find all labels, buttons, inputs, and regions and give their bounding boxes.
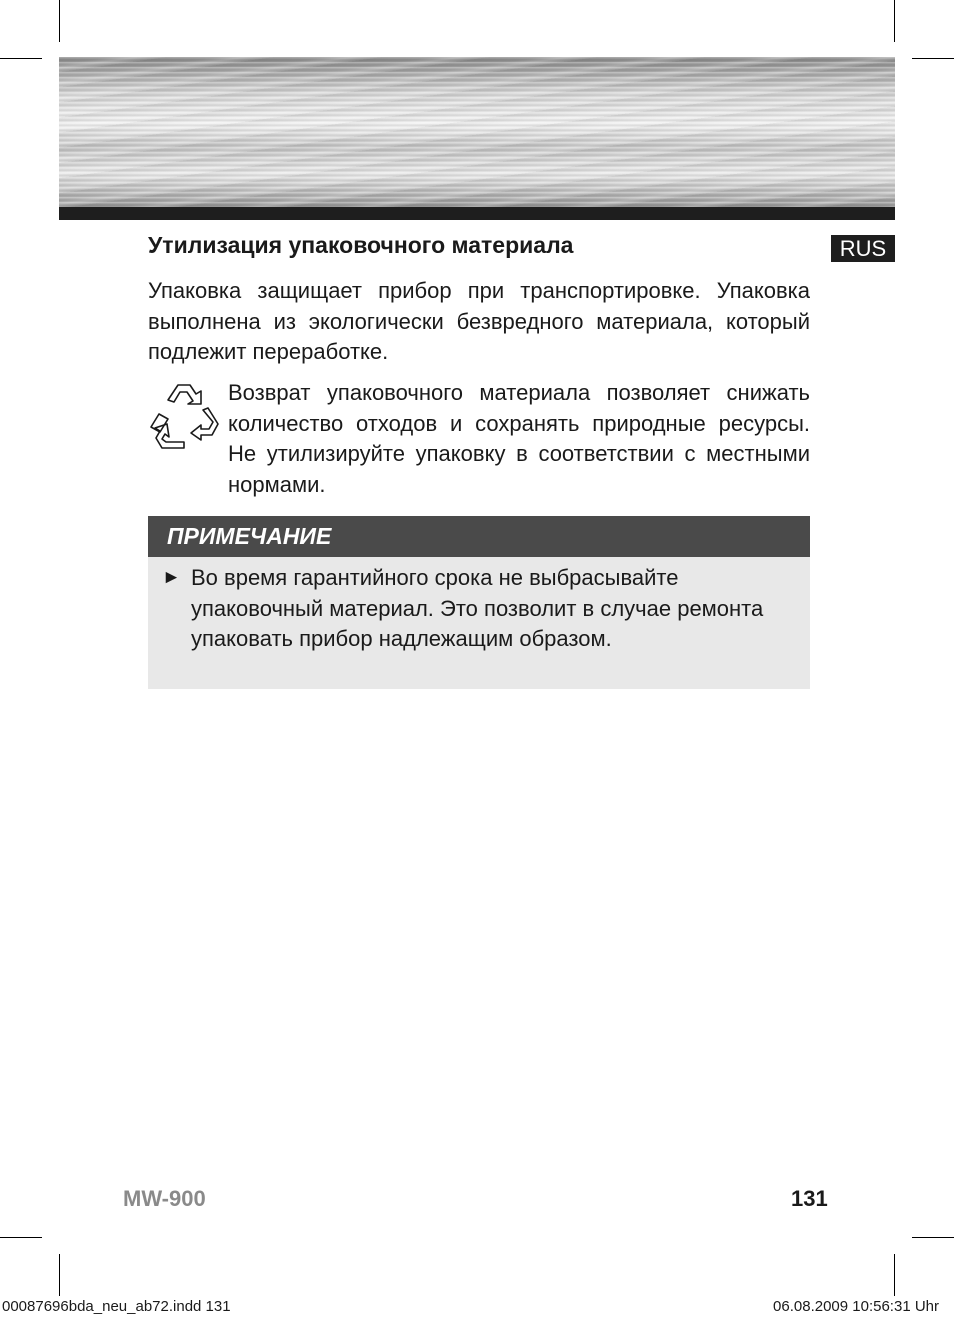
crop-mark-top-left-horizontal bbox=[0, 58, 42, 59]
crop-mark-bottom-right-horizontal bbox=[912, 1237, 954, 1238]
recycle-icon bbox=[146, 382, 222, 454]
recycling-paragraph: Возврат упаковочного материала позволяет снижать количество отходов и сохранять природные ресурсы. Не утилизируйте упаковку в соответствии с местными нормами. bbox=[228, 380, 810, 497]
packaging-paragraph: Упаковка защищает прибор при транспортировке. Упаковка выполнена из экологически безвредного материала, который подлежит переработке. bbox=[148, 278, 810, 364]
slug-file-info: 00087696bda_neu_ab72.indd 131 bbox=[2, 1298, 231, 1315]
crop-mark-bottom-left-vertical bbox=[59, 1254, 60, 1296]
crop-mark-top-right-horizontal bbox=[912, 58, 954, 59]
note-list-item bbox=[148, 557, 810, 655]
crop-mark-bottom-right-vertical bbox=[894, 1254, 895, 1296]
section-title: Утилизация упаковочного материала bbox=[148, 232, 574, 258]
crop-mark-top-left-vertical bbox=[59, 0, 60, 42]
note-text: Во время гарантийного срока не выбрасывайте упаковочный материал. Это позволит в случае ремонта упаковать прибор надлежащим образом. bbox=[191, 565, 764, 651]
model-name: MW-900 bbox=[123, 1186, 206, 1211]
slug-date-time: 06.08.2009 10:56:31 Uhr bbox=[773, 1298, 939, 1315]
note-title: ПРИМЕЧАНИЕ bbox=[148, 516, 810, 557]
header-brushed-metal-band bbox=[59, 57, 895, 207]
header-dark-bar bbox=[59, 207, 895, 220]
language-badge: RUS bbox=[831, 235, 895, 262]
bullet-arrow-icon: ► bbox=[162, 567, 181, 588]
note-box bbox=[148, 516, 810, 689]
crop-mark-bottom-left-horizontal bbox=[0, 1237, 42, 1238]
page-number: 131 bbox=[791, 1186, 828, 1211]
crop-mark-top-right-vertical bbox=[894, 0, 895, 42]
